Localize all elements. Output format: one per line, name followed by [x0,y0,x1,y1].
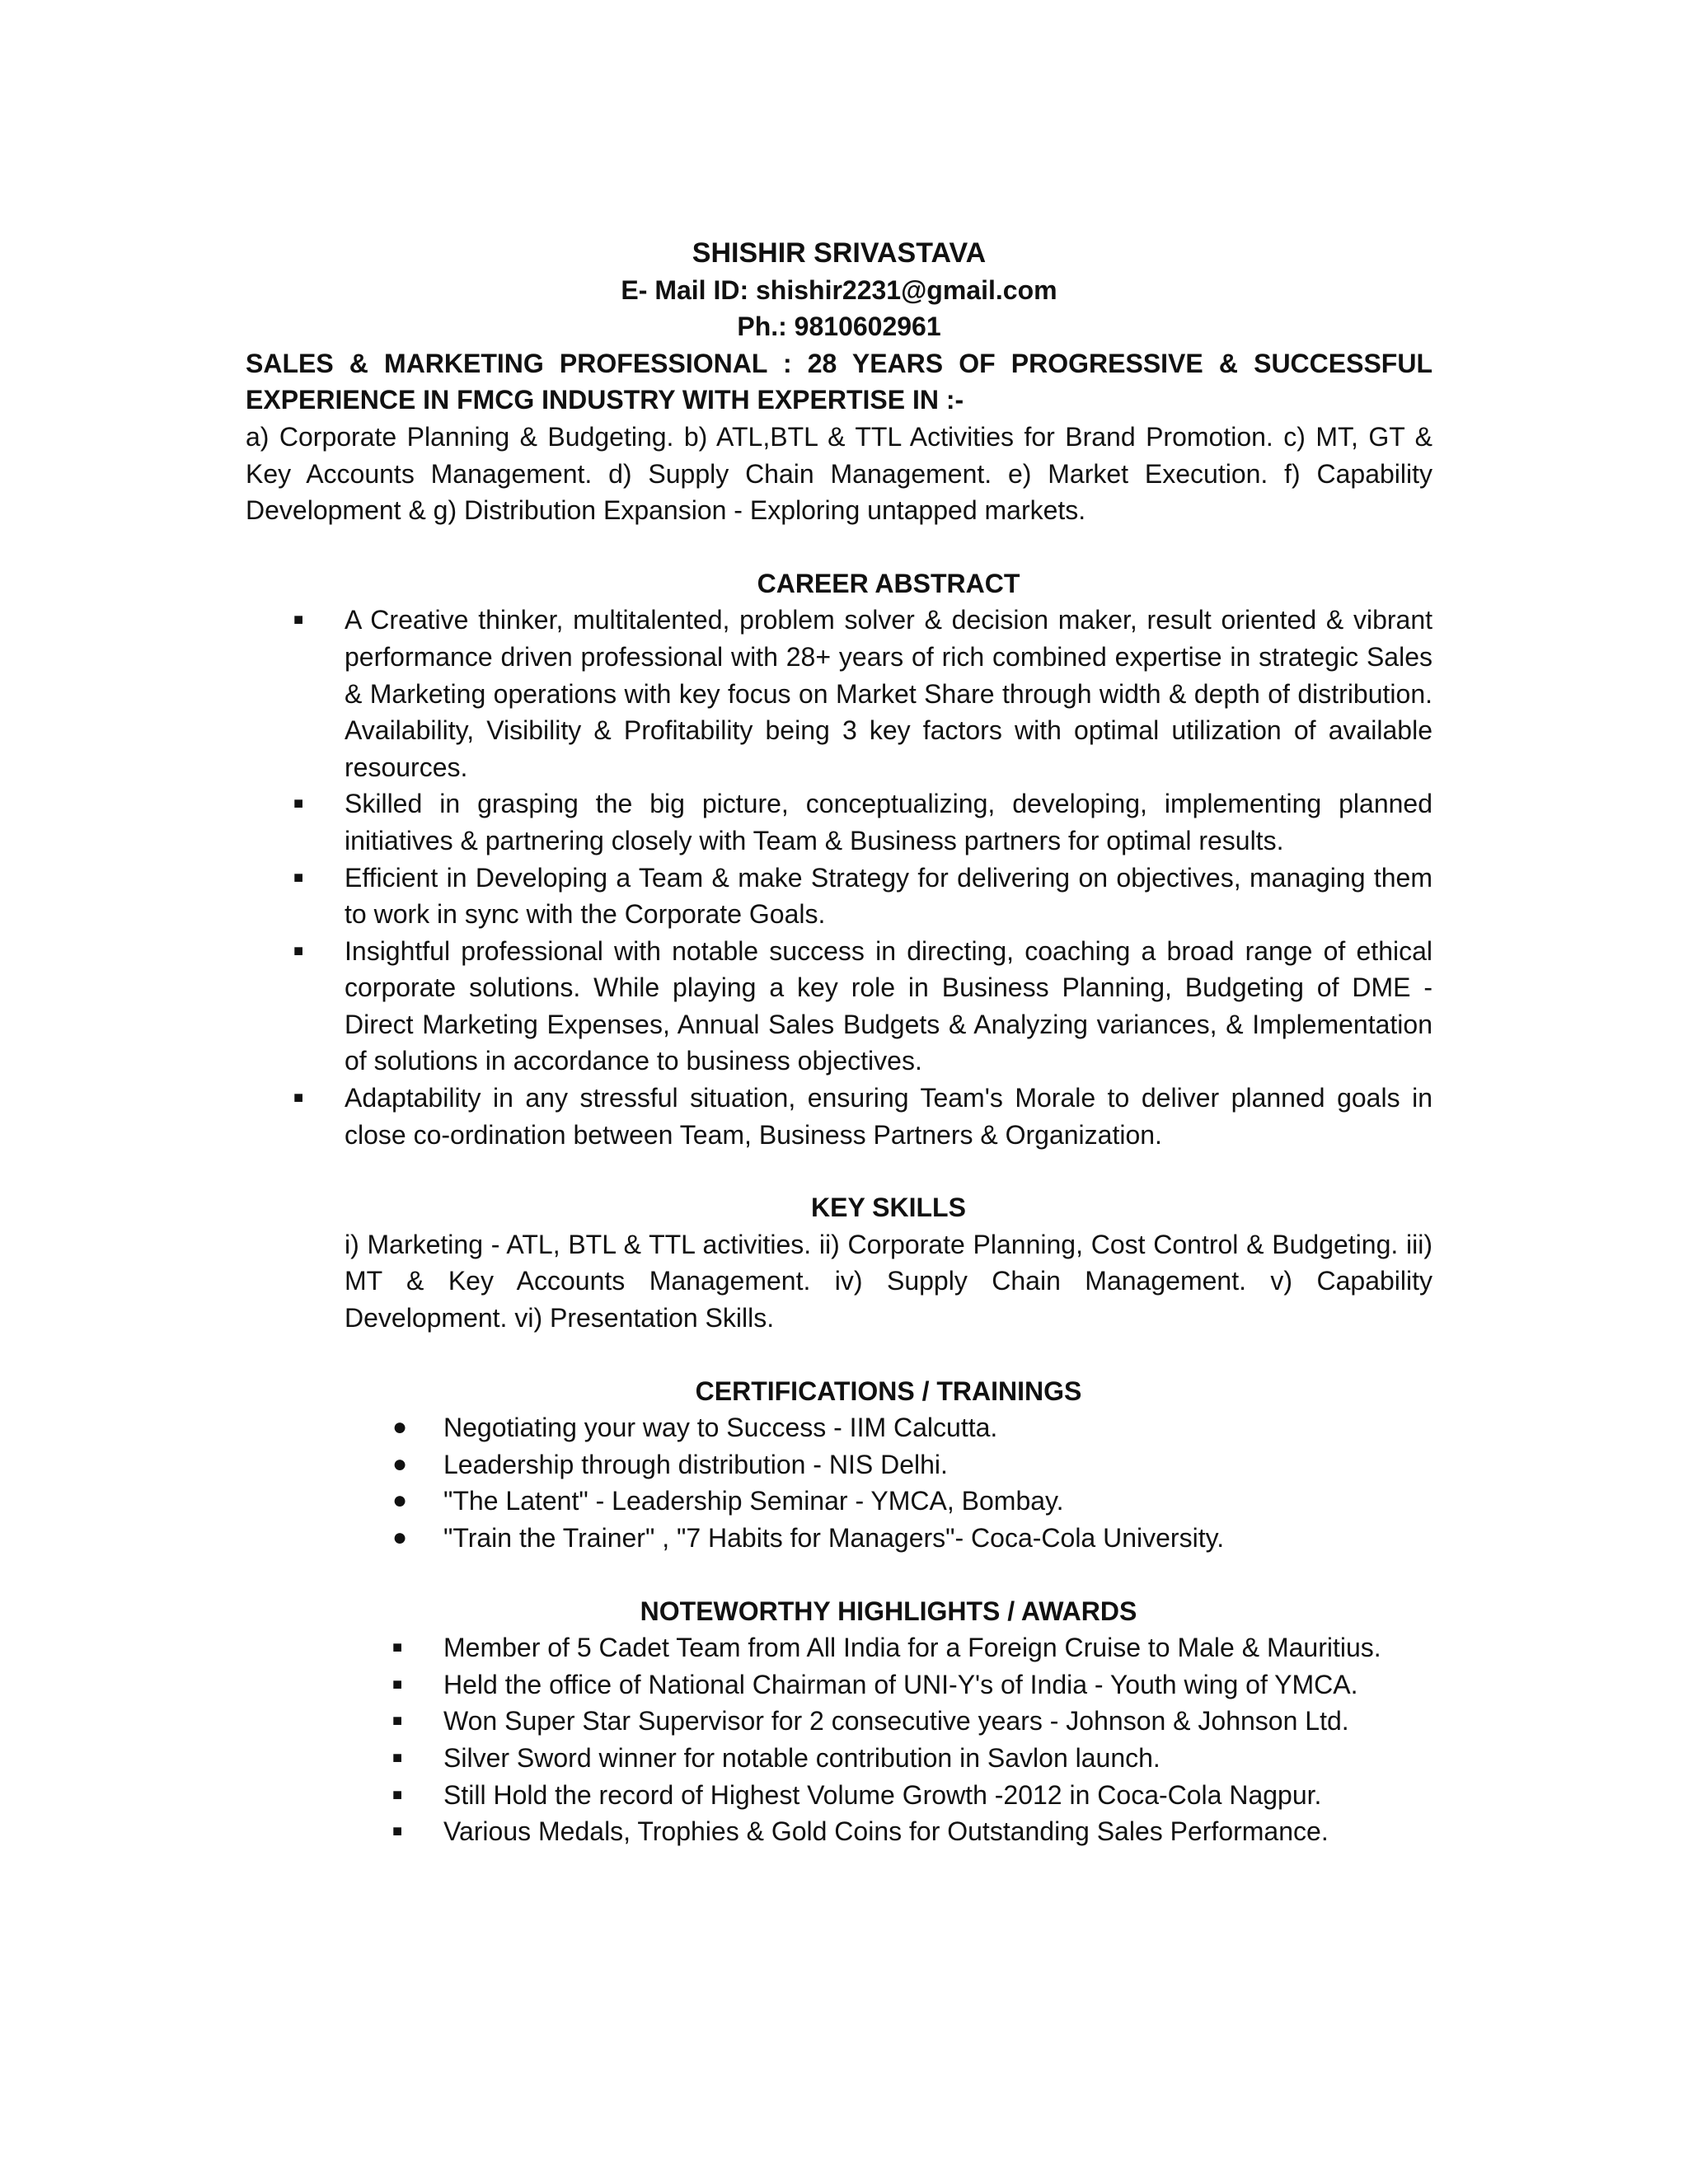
summary-headline: SALES & MARKETING PROFESSIONAL : 28 YEARS OF PROGRESSIVE & SUCCESSFUL EXPERIENCE IN FMCG INDUSTRY WITH EXPERTISE IN :- [246,348,1432,415]
phone-line: Ph.: 9810602961 [737,312,941,342]
email-line: E- Mail ID: shishir2231@gmail.com [621,274,1057,305]
key-skills-text: i) Marketing - ATL, BTL & TTL activities. ii) Corporate Planning, Cost Control & Budgeting. iii) MT & Key Accounts Management. iv) Supply Chain Management. v) Capability Development. vi) Presentation Skills. [345,1229,1432,1333]
list-item: ● "The Latent" - Leadership Seminar - YMCA, Bombay. [443,1483,1432,1520]
resume-page [246,235,1432,1850]
highlights-list [246,1629,1432,1850]
list-item: ● Leadership through distribution - NIS Delhi. [443,1446,1432,1483]
certifications-heading: CERTIFICATIONS / TRAININGS [695,1376,1082,1406]
list-item: ■ Adaptability in any stressful situation, ensuring Team's Morale to deliver planned goals in close co-ordination between Team, Business Partners & Organization. [345,1080,1432,1153]
round-bullet-icon: ● [392,1524,408,1551]
list-item: ■ A Creative thinker, multitalented, problem solver & decision maker, result oriented & vibrant performance driven professional with 28+ years of rich combined expertise in strategic Sales & Marketing operations with key focus on Market Share through width & depth of distribution. Availability, Visibility & Profitability being 3 key factors with optimal utilization of available resources. [345,602,1432,785]
square-bullet-icon: ■ [392,1638,403,1657]
list-item: ■ Skilled in grasping the big picture, conceptualizing, developing, implementing planned initiatives & partnering closely with Team & Business partners for optimal results. [345,785,1432,859]
list-item: ■ Held the office of National Chairman of UNI-Y's of India - Youth wing of YMCA. [443,1666,1432,1704]
list-item: ■ Silver Sword winner for notable contribution in Savlon launch. [443,1740,1432,1777]
square-bullet-icon: ■ [293,941,304,960]
list-item: ■ Various Medals, Trophies & Gold Coins for Outstanding Sales Performance. [443,1813,1432,1850]
square-bullet-icon: ■ [392,1712,403,1731]
highlights-heading: NOTEWORTHY HIGHLIGHTS / AWARDS [640,1596,1137,1626]
round-bullet-icon: ● [392,1413,408,1441]
summary-expertise: a) Corporate Planning & Budgeting. b) ATL,BTL & TTL Activities for Brand Promotion. c) MT, GT & Key Accounts Management. d) Supply Chain Management. e) Market Execution. f) Capability Development & g) Distribution Expansion - Exploring untapped markets. [246,421,1432,526]
square-bullet-icon: ■ [293,611,304,630]
list-item: ● Negotiating your way to Success - IIM Calcutta. [443,1409,1432,1446]
square-bullet-icon: ■ [392,1785,403,1804]
list-item: ● "Train the Trainer" , "7 Habits for Managers"- Coca-Cola University. [443,1520,1432,1557]
key-skills-heading: KEY SKILLS [811,1193,966,1223]
square-bullet-icon: ■ [293,1089,304,1108]
candidate-name: SHISHIR SRIVASTAVA [692,237,987,269]
list-item: ■ Won Super Star Supervisor for 2 consecutive years - Johnson & Johnson Ltd. [443,1703,1432,1740]
square-bullet-icon: ■ [392,1822,403,1841]
career-abstract-heading: CAREER ABSTRACT [757,568,1020,598]
list-item: ■ Insightful professional with notable success in directing, coaching a broad range of ethical corporate solutions. While playing a key role in Business Planning, Budgeting of DME - Direct Marketing Expenses, Annual Sales Budgets & Analyzing variances, & Implementation of solutions in accordance to business objectives. [345,933,1432,1080]
list-item: ■ Still Hold the record of Highest Volume Growth -2012 in Coca-Cola Nagpur. [443,1777,1432,1814]
list-item: ■ Efficient in Developing a Team & make Strategy for delivering on objectives, managing them to work in sync with the Corporate Goals. [345,860,1432,933]
certifications-list [246,1409,1432,1556]
square-bullet-icon: ■ [293,794,304,813]
round-bullet-icon: ● [392,1487,408,1515]
list-item: ■ Member of 5 Cadet Team from All India for a Foreign Cruise to Male & Mauritius. [443,1629,1432,1666]
square-bullet-icon: ■ [392,1748,403,1767]
career-abstract-list [246,602,1432,1153]
square-bullet-icon: ■ [293,868,304,887]
round-bullet-icon: ● [392,1450,408,1478]
square-bullet-icon: ■ [392,1675,403,1694]
